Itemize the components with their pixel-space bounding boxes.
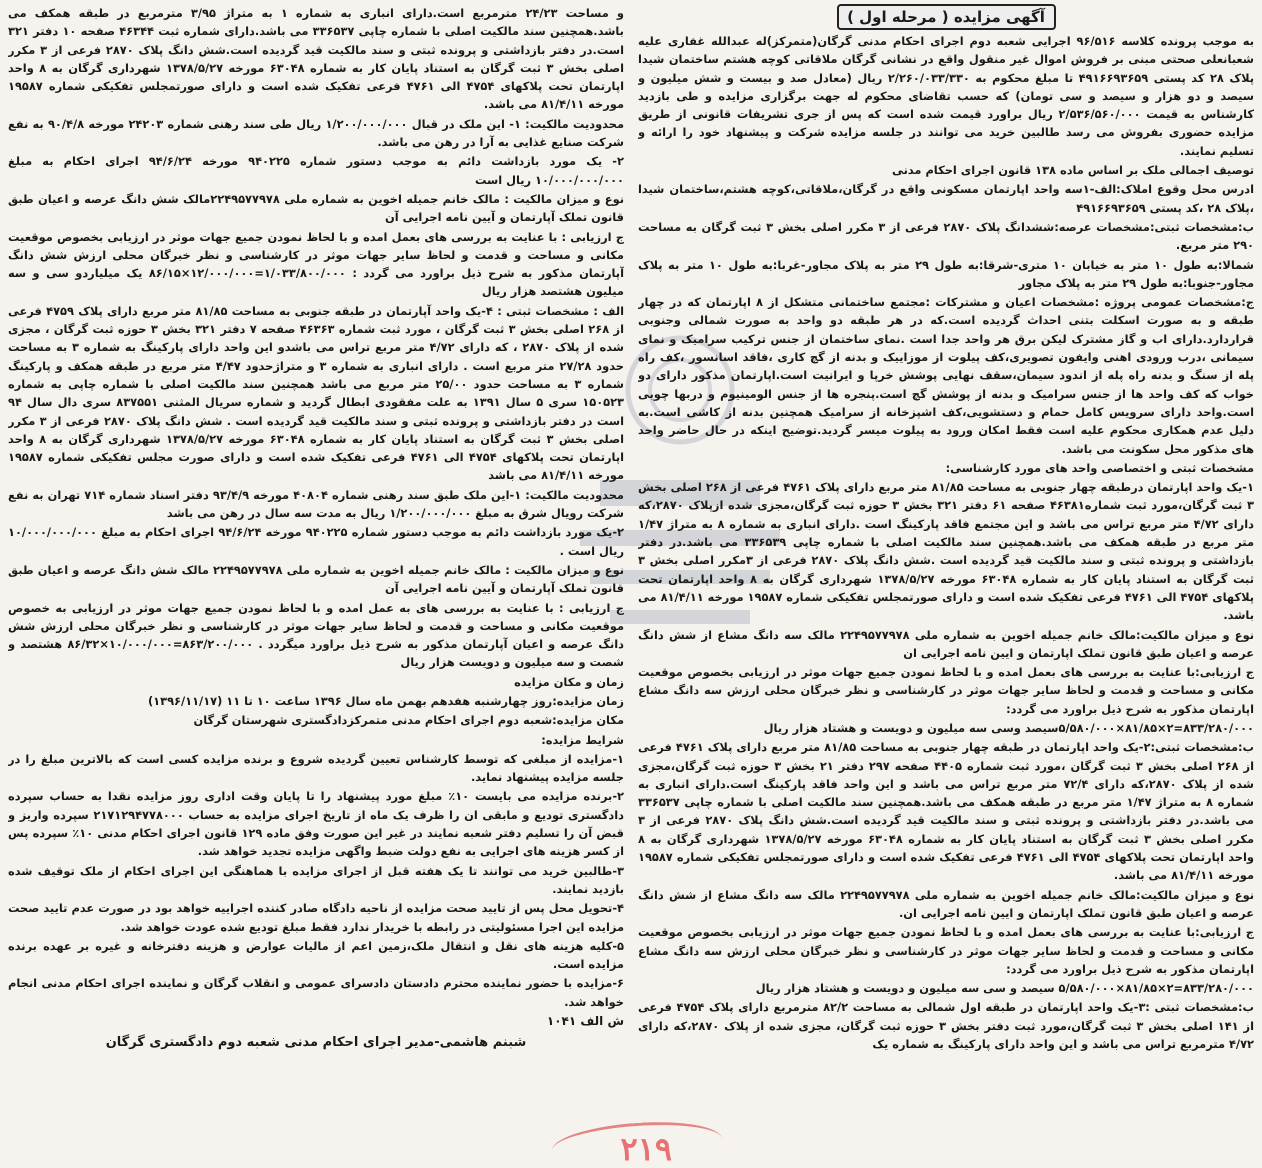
paragraph: ج ارزیابی:با عنایت به بررسی های بعمل امده و با لحاظ نمودن جمیع جهات موثر در ارزیابی بخصوص موقعیت مکانی و مساحت و قدمت و لحاظ سایر جهات موثر در کارشناسی و نظر خبرگان محلی ارزش سه دانگ مشاع اپارتمان مذکور به شرح ذیل براورد می گردد: bbox=[638, 925, 1254, 976]
paragraph: ۲-یک مورد بازداشت دائم به موجب دستور شماره ۹۴۰۲۲۵ مورخه ۹۴/۶/۲۴ اجرای احکام به مبلغ ۱۰/۰۰۰/۰۰۰/۰۰۰ ریال است . bbox=[8, 525, 624, 558]
stamp-number: ۲۱۹ bbox=[620, 1130, 672, 1168]
section-heading: شرایط مزایده: bbox=[541, 732, 624, 747]
paragraph: مکان مزایده:شعبه دوم اجرای احکام مدنی متمرکزدادگستری شهرستان گرگان bbox=[193, 713, 624, 728]
paragraph: به موجب پرونده کلاسه ۹۶/۵۱۶ اجرایی شعبه دوم اجرای احکام مدنی گرگان(متمرکز)له عبدالله غفاری علیه شعبانعلی صحتی مبنی بر فروش اموال غیر منقول واقع در نشانی گرگان ملاقاتی کوچه هشتم ساختمان شیدا پلاک ۲۸ کد پستی ۴۹۱۶۶۹۳۶۵۹ تا مبلغ محکوم به ۲/۲۶۰/۰۳۳/۳۳۰ ریال (معادل صد و بیست و شش میلیون و سیصد و دو هزار و سیصد و سی تومان) که حسب تقاضای محکوم له جهت برگزاری مزایده و طی بازدید کارشناس به قیمت ۲/۵۳۶/۵۶۰/۰۰۰ ریال براورد قیمت شده است که پس از جری تشریفات قانونی از طریق مزایده حضوری بفروش می رسد طالبین خرید می توانند در جلسه مزایده شرکت و پیشنهاد خود را ارائه و تسلیم نمایند. bbox=[638, 34, 1254, 158]
paragraph: نوع و میزان مالکیت : مالک خانم جمیله اخوین به شماره ملی ۲۲۴۹۵۷۷۹۷۸مالک شش دانگ عرصه و اعیان طبق قانون تملک آپارتمان و آیین نامه اجرایی آن bbox=[8, 191, 624, 225]
notice-title: آگهی مزایده ( مرحله اول ) bbox=[837, 4, 1056, 30]
paragraph: ج ارزیابی : با عنایت به بررسی های به عمل امده و با لحاظ نمودن جمیع جهات موثر در ارزیابی به خصوص موقعیت مکانی و مساحت و قدمت و لحاظ سایر جهات موثر در کارشناسی و نظر خبرگان محلی ارزش شش دانگ عرصه و اعیان آپارتمان مذکور به شرح ذیل براورد میگردد . ۸۶۳/۲۰۰/۰۰۰=۱۰/۰۰۰/۰۰۰×۸۶/۳۲ هشتصد و شصت و سه میلیون و دویست هزار ریال bbox=[8, 600, 624, 670]
paragraph: ۲-برنده مزایده می بایست ۱۰٪ مبلغ مورد پیشنهاد را تا پایان وقت اداری روز مزایده نقدا به حساب سپرده دادگستری تودیع و مابقی ان را ظرف یک ماه از تاریخ اجرای مزایده به حساب ۲۱۷۱۲۹۴۷۷۸۰۰۰ سپرده واریز و قبض آن را تسلیم دفتر شعبه نمایند در غیر این صورت وفق ماده ۱۲۹ قانون اجرای احکام مدنی ۱۰٪ سپرده پس از کسر هزینه های اجرایی به نفع دولت ضبط واگهی مزایده تجدید خواهد شد. bbox=[8, 789, 624, 859]
paragraph: نوع و میزان مالکیت:مالک خانم جمیله اخوین به شماره ملی ۲۲۴۹۵۷۷۹۷۸ مالک سه دانگ مشاع از شش دانگ عرصه و اعیان طبق قانون تملک اپارتمان و ایین نامه اجرایی ان bbox=[638, 627, 1254, 660]
paragraph: مشخصات ثبتی و اختصاصی واحد های مورد کارشناسی: bbox=[945, 460, 1254, 475]
paragraph: ب:مشخصات ثبتی:مشخصات عرصه:ششدانگ پلاک ۲۸۷۰ فرعی از ۳ مکرر اصلی بخش ۳ ثبت گرگان به مساحت ۲۹۰ متر مربع. bbox=[638, 219, 1254, 253]
paragraph: ج ارزیابی:با عنایت به بررسی های بعمل امده و با لحاظ نمودن جمیع جهات موثر در ارزیابی بخصوص موقعیت مکانی و مساحت و قدمت و لحاظ سایر جهات موثر در کارشناسی و نظر خبرگان محلی ارزش سه دانگ مشاع اپارتمان مذکور به شرح ذیل براورد می گردد: bbox=[638, 665, 1254, 716]
paragraph: ج ارزیابی : با عنایت به بررسی های بعمل امده و با لحاظ نمودن جمیع جهات موثر در ارزیابی بخصوص موقعیت مکانی و مساحت و قدمت و لحاظ سایر جهات موثر در کارشناسی و نظر خبرگان محلی ارزش شش دانگ آپارتمان مذکور به شرح ذیل براورد می گردد : ۱/۰۳۳/۸۰۰/۰۰۰=۱۲/۰۰۰/۰۰۰×۸۶/۱۵ یک میلیاردو سی و سه میلیون هشتصد هزار ریال bbox=[8, 229, 624, 299]
paragraph: و مساحت ۲۴/۲۳ مترمربع است.دارای انباری به شماره ۱ به متراژ ۳/۹۵ مترمربع در طبقه همکف می باشد.همچنین سند مالکیت اصلی با شماره چاپی ۳۳۶۵۳۷ می باشد.دارای شماره ثبت ۴۶۳۴۴ صفحه ۱۰ دفتر ۳۲۱ است.در دفتر بازداشتی و پرونده ثبتی و سند مالکیت قید گردیده است.شش دانگ پلاک ۲۸۷۰ فرعی از ۳ مکرر اصلی بخش ۳ ثبت گرگان به استناد پایان کار به شماره ۶۳۰۴۸ مورخه ۱۳۷۸/۵/۲۷ شهرداری گرگان به ۸ واحد اپارتمان تحت پلاکهای ۴۷۵۴ الی ۴۷۶۱ فرعی تفکیک شده است و دارای صورتمجلس تفکیکی شماره ۱۹۵۸۷ مورخه ۸۱/۴/۱۱ می باشد. bbox=[8, 6, 624, 112]
paragraph: الف : مشخصات ثبتی : ۴-یک واحد آپارتمان در طبقه جنوبی به مساحت ۸۱/۸۵ متر مربع دارای پلاک ۴۷۵۹ فرعی از ۲۶۸ اصلی بخش ۳ ثبت گرگان ، مورد ثبت شماره ۴۶۳۶۳ صفحه ۷ دفتر ۳۲۱ بخش ۳ حوزه ثبت گرگان ، مجزی شده از پلاک ۲۸۷۰ ، که دارای ۴/۷۲ متر مربع تراس می باشدو این واحد دارای پارکینگ به شماره ۳ به مساحت حدود ۲۷/۲۸ متر مربع است . دارای انباری به شماره ۳ و متراژحدود ۴/۴۷ متر مربع در طبقه همکف و پارکینگ شماره ۳ به مساحت حدود ۲۵/۰۰ متر مربع می باشد همچنین سند مالکیت اصلی با شماره چاپی به شماره ۱۵۰۵۲۳ سری ۵ سال ۱۳۹۱ به علت مفقودی ابطال گردید و شماره سریال المثنی ۸۳۷۵۵۱ سری دال سال ۹۴ است در دفتر بازداشتی و پرونده ثبتی و سند مالکیت قید گردیده است . شش دانگ پلاک ۲۸۷۰ فرعی از ۳ مکرر اصلی بخش ۳ ثبت گرگان به استناد پایان کار به شماره ۶۳۰۴۸ مورخه ۱۳۷۸/۵/۲۷ شهرداری گرگان به ۸ واحد اپارتمان تحت پلاکهای ۴۷۵۴ الی ۴۷۶۱ فرعی تفکیک شده است و دارای صورت مجلس تفکیکی شماره ۱۹۵۸۷ مورخه ۸۱/۴/۱۱ می باشد bbox=[8, 303, 624, 483]
paragraph: نوع و میزان مالکیت:مالک خانم جمیله اخوین به شماره ملی ۲۲۴۹۵۷۷۹۷۸ مالک سه دانگ مشاع از شش دانگ عرصه و اعیان طبق قانون تملک اپارتمان و ایین نامه اجرایی ان. bbox=[638, 887, 1254, 920]
left-column bbox=[8, 4, 624, 1128]
paragraph: ۸۳۳/۲۸۰/۰۰۰=۲×۸۱/۸۵×۵/۵۸۰/۰۰۰سیصد وسی سه میلیون و دویست و هشتاد هزار ریال bbox=[763, 720, 1254, 735]
paragraph: ۵-کلیه هزینه های نقل و انتقال ملک،زمین اعم از مالیات عوارض و هزینه دفترخانه و غیره بر عهده برنده مزایده است. bbox=[8, 938, 624, 972]
paragraph: ۶-مزایده با حضور نماینده محترم دادستان دادسرای عمومی و انقلاب گرگان و نماینده اجرای احکام مدنی انجام خواهد شد. bbox=[8, 976, 624, 1009]
paragraph: ۳-طالبین خرید می توانند تا یک هفته قبل از اجرای مزایده با هماهنگی این اجرای احکام از ملک توقیف شده بازدید نمایند. bbox=[8, 863, 624, 896]
paragraph: نوع و میزان مالکیت : مالک خانم جمیله اخوین به شماره ملی ۲۲۴۹۵۷۷۹۷۸ مالک شش دانگ عرصه و اعیان طبق قانون تملک آپارتمان و آیین نامه اجرایی آن bbox=[8, 562, 624, 596]
paragraph: زمان مزایده:روز چهارشنبه هفدهم بهمن ماه سال ۱۳۹۶ ساعت ۱۰ تا ۱۱ (۱۳۹۶/۱۱/۱۷) bbox=[147, 693, 624, 708]
paragraph: ۸۳۳/۲۸۰/۰۰۰=۲×۸۱/۸۵×۵/۵۸۰/۰۰۰ سیصد و سی سه میلیون و دویست و هشتاد هزار ریال bbox=[755, 981, 1254, 996]
article-columns bbox=[8, 4, 1254, 1128]
paragraph: ج:مشخصات عمومی پروژه :مشخصات اعیان و مشترکات :مجتمع ساختمانی متشکل از ۸ اپارتمان که در چهار طبقه و به صورت اسکلت بتنی احداث گردیده است.که در هر طبقه دو واحد به صورت شمالی وجنوبی قراردارد.دارای اب و گاز مشترک لیکن برق هر واحد جدا است .نمای ساختمان از جنس ترکیب سرامیک و نمای سیمانی ،درب ورودی اهنی وایفون تصویری،کف پیلوت از موزاییک و بدنه از گچ کاری ،فاقد اسانسور ،کف راه پله از سنگ و بدنه راه پله از اندود سیمان،سقف نهایی پوشش خرپا و ایرانیت است.اپارتمان مذکور دارای دو خواب که کف واحد ها از جنس سرامیک و بدنه از پوشش گچ است.پنجره ها از جنس الومینیوم و دربها چوبی است.واحد دارای سرویس کامل حمام و دستشویی،کف اشپزخانه از سرامیک همچنین بدنه از کاشی است.به دلیل عدم همکاری محکوم علیه است فقط امکان ورود به پیلوت میسر گردید.توضیح اینکه در حال حاضر واحد های مذکور محل سکونت می باشد. bbox=[638, 295, 1254, 456]
paragraph: ادرس محل وقوع املاک:الف-۱سه واحد اپارتمان مسکونی واقع در گرگان،ملاقاتی،کوچه هشتم،ساختمان شیدا ،پلاک ۲۸ ،کد پستی ۴۹۱۶۶۹۳۶۵۹ bbox=[638, 182, 1254, 215]
paragraph: شمالا:به طول ۱۰ متر به خیابان ۱۰ متری-شرقا:به طول ۲۹ متر به پلاک مجاور-غربا:به طول ۱۰ متر به پلاک مجاور-جنوبا:به طول ۲۹ متر به پلاک مجاور bbox=[638, 257, 1254, 290]
paragraph: ب:مشخصات ثبتی :۳-یک واحد اپارتمان در طبقه اول شمالی به مساحت ۸۲/۲ مترمربع دارای پلاک ۴۷۵۴ فرعی از ۱۴۱ اصلی بخش ۳ ثبت گرگان،مورد ثبت دفتر بخش ۳ حوزه ثبت گرگان، مجزی شده از پلاک ۲۸۷۰،که دارای ۴/۷۲ مترمربع تراس می باشد و این واحد دارای پارکینگ به شماره یک bbox=[638, 1000, 1254, 1052]
paragraph: محدودیت مالکیت: ۱- این ملک در قبال ۱/۲۰۰/۰۰۰/۰۰۰ ریال طی سند رهنی شماره ۲۴۲۰۳ مورخه ۹۰/۴/۸ به نفع شرکت صنایع غذایی به آرا در رهن می باشد. bbox=[8, 116, 624, 150]
paragraph: محدودیت مالکیت: ۱-این ملک طبق سند رهنی شماره ۴۰۸۰۴ مورخه ۹۳/۴/۹ دفتر اسناد شماره ۷۱۴ تهران به نفع شرکت رویال شرق به مبلغ ۱/۲۰۰/۰۰۰/۰۰۰ ریال به مدت سه سال در رهن می باشد bbox=[8, 487, 624, 521]
right-column bbox=[638, 4, 1254, 1128]
signature-line: شبنم هاشمی-مدیر اجرای احکام مدنی شعبه دوم دادگستری گرگان bbox=[105, 1035, 527, 1051]
paragraph: ۲- یک مورد بازداشت دائم به موجب دستور شماره ۹۴۰۲۲۵ مورخه ۹۴/۶/۲۴ اجرای احکام به مبلغ ۱۰/۰۰۰/۰۰۰/۰۰۰ ریال است bbox=[8, 154, 624, 187]
section-heading: زمان و مکان مزایده bbox=[514, 674, 624, 689]
reference-number: ش الف ۱۰۴۱ bbox=[546, 1014, 624, 1029]
paragraph: ۱-مزایده از مبلغی که توسط کارشناس تعیین گردیده شروع و برنده مزایده کسی است که بالاترین مبلغ را در جلسه مزایده پیشنهاد نماید. bbox=[8, 751, 624, 785]
paragraph: ب:مشخصات ثبتی:۲-یک واحد اپارتمان در طبقه چهار جنوبی به مساحت ۸۱/۸۵ متر مربع دارای پلاک ۴۷۶۱ فرعی از ۲۶۸ اصلی بخش ۳ ثبت گرگان ،مورد ثبت شماره ۴۴۰۵ صفحه ۲۹۷ دفتر ۲۱ بخش ۳ حوزه ثبت گرگان،مجزی شده از پلاک ۲۸۷۰،که دارای ۷۲/۴ متر مربع تراس می باشد و این واحد فاقد پارکینگ است.دارای انباری به شماره ۸ به متراژ ۱/۴۷ متر مربع در طبقه همکف می باشد.همچنین سند مالکیت اصلی با شماره چاپی ۳۳۶۵۳۷ می باشد.در دفتر بازداشتی و پرونده ثبتی و سند مالکیت قید گردیده است.شش دانگ پلاک ۲۸۷۰ فرعی از ۳ مکرر اصلی بخش ۳ ثبت گرگان به استناد پایان کار به شماره ۶۳۰۴۸ مورخه ۱۳۷۸/۵/۲۷ شهرداری گرگان به ۸ واحد اپارتمان تحت پلاکهای ۴۷۵۴ الی ۴۷۶۱ فرعی تفکیک شده است و دارای صورتمجلس تفکیکی شماره ۱۹۵۸۷ مورخه ۸۱/۴/۱۱ می باشد. bbox=[638, 740, 1254, 883]
paragraph: ۱-یک واحد اپارتمان درطبقه چهار جنوبی به مساحت ۸۱/۸۵ متر مربع دارای پلاک ۴۷۶۱ فرعی از ۲۶۸ اصلی بخش ۳ ثبت گرگان،مورد ثبت شماره۴۶۳۸۱ صفحه ۶۱ دفتر ۳۲۱ بخش ۳ حوزه ثبت گرگان،مجزی شده ازپلاک ۲۸۷۰،که دارای ۴/۷۲ متر مربع تراس می باشد و این مجتمع فاقد پارکینگ است .دارای انباری به شماره ۸ به متراژ ۱/۴۷ متر مربع در طبقه همکف می باشد.همچنین سند مالکیت اصلی با شماره چاپی ۳۳۶۵۳۹ می باشد.در دفتر بازداشتی و پرونده ثبتی و سند مالکیت قید گردیده است .شش دانگ پلاک ۲۸۷۰ فرعی از ۳مکرر اصلی بخش ۳ ثبت گرگان به استناد پایان کار به شماره ۶۳۰۴۸ مورخه ۱۳۷۸/۵/۲۷ شهرداری گرگان به ۸ واحد اپارتمان تحت پلاکهای ۴۷۵۴ الی ۴۷۶۱ فرعی تفکیک شده است و دارای صورتمجلس تفکیکی شماره ۱۹۵۸۷ مورخه ۸۱/۴/۱۱ می باشد. bbox=[638, 480, 1254, 623]
paragraph: ۴-تحویل محل پس از تایید صحت مزایده از ناحیه دادگاه صادر کننده اجراییه خواهد بود در صورت عدم تایید صحت مزایده این اجرا مسئولیتی در رابطه با خریدار ندارد فقط مبلغ تودیع شده عودت خواهد شد. bbox=[8, 901, 624, 934]
paragraph: توصیف اجمالی ملک بر اساس ماده ۱۳۸ قانون اجرای احکام مدنی bbox=[892, 163, 1254, 178]
